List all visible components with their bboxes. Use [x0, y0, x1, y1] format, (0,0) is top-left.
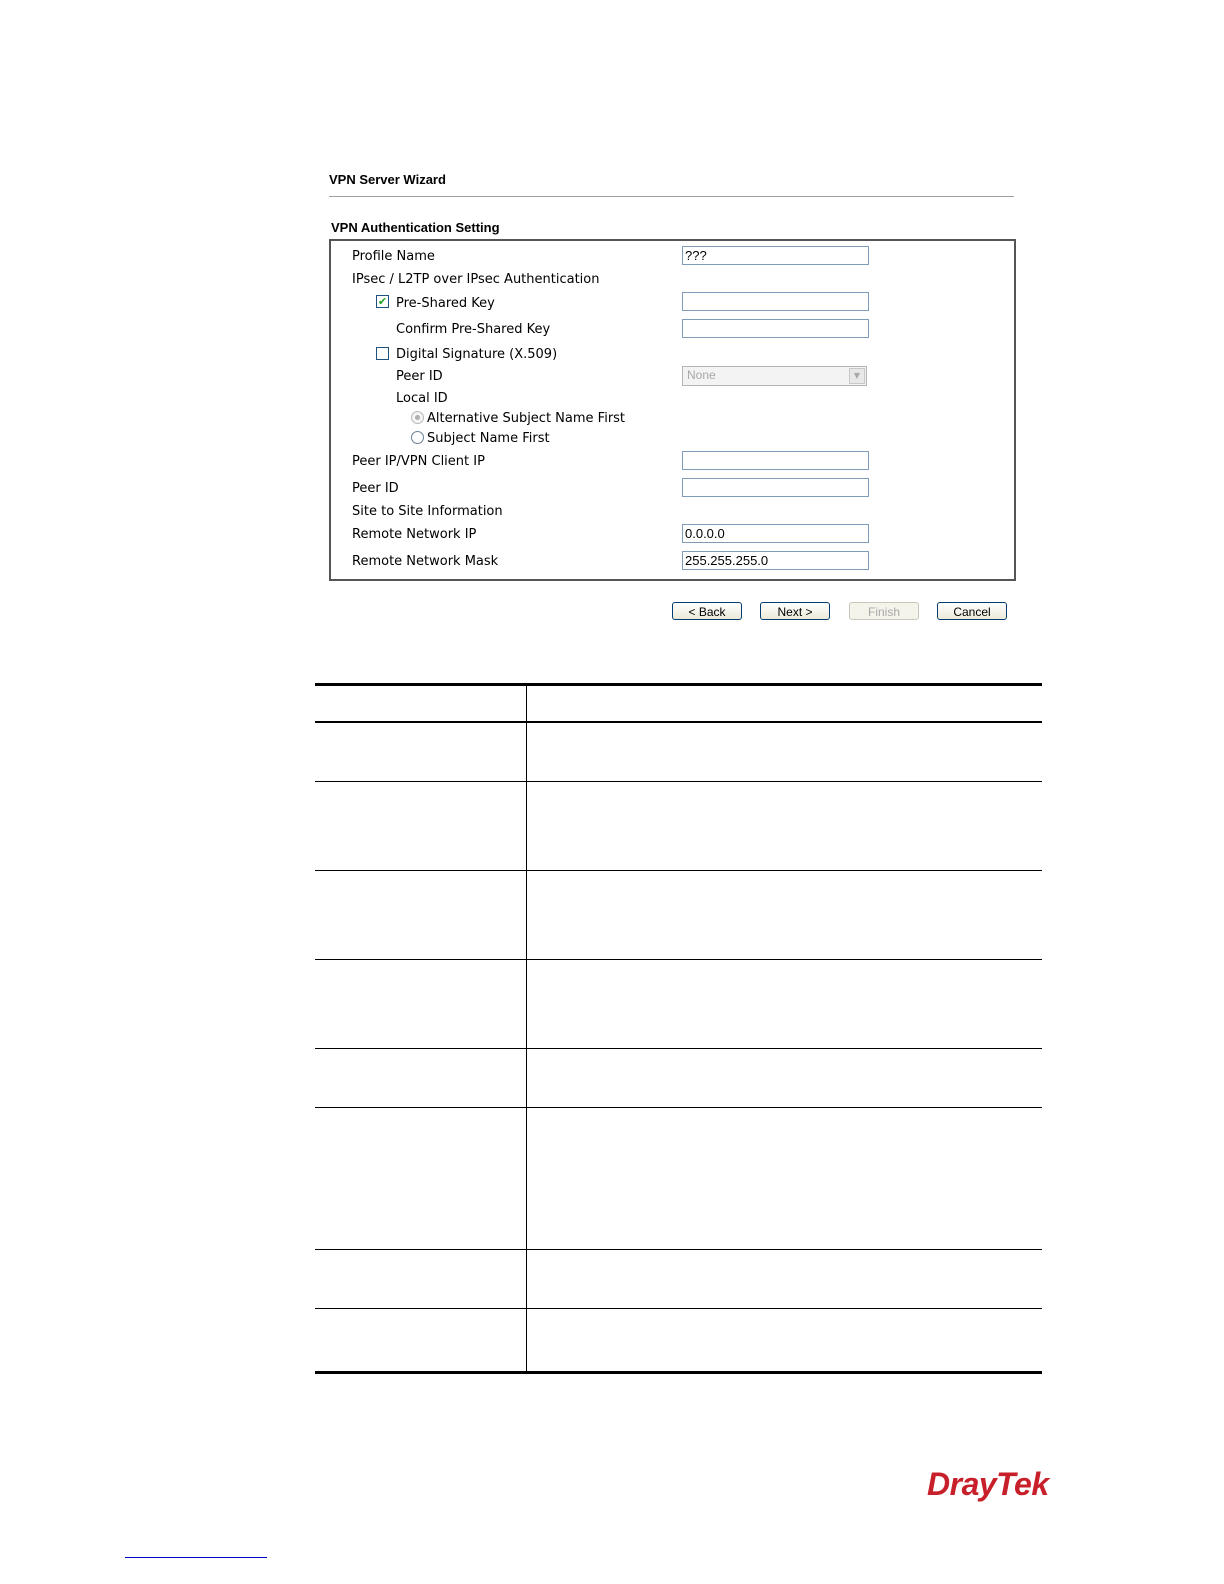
alt-subject-label: Alternative Subject Name First — [427, 411, 626, 426]
radio-dot-icon — [415, 415, 420, 420]
wizard-title: VPN Server Wizard — [329, 172, 446, 187]
table-row-divider — [315, 1308, 1042, 1309]
digital-signature-label: Digital Signature (X.509) — [396, 347, 558, 362]
description-table — [315, 683, 1042, 1374]
pre-shared-key-checkbox[interactable] — [376, 295, 389, 308]
remote-mask-input[interactable]: 255.255.255.0 — [682, 551, 869, 570]
local-id-label: Local ID — [396, 391, 448, 406]
remote-ip-label: Remote Network IP — [352, 527, 477, 542]
peer-id-label: Peer ID — [352, 481, 399, 496]
alt-subject-radio[interactable] — [411, 411, 424, 424]
finish-button: Finish — [849, 602, 919, 620]
site-to-site-label: Site to Site Information — [352, 504, 503, 519]
table-header-divider — [315, 721, 1042, 723]
profile-name-label: Profile Name — [352, 249, 435, 264]
subject-label: Subject Name First — [427, 431, 550, 446]
back-button[interactable]: < Back — [672, 602, 742, 620]
pre-shared-key-input[interactable] — [682, 292, 869, 311]
footer-link-underline[interactable] — [125, 1557, 267, 1558]
peer-id-select-value: None — [687, 368, 716, 382]
peer-ip-input[interactable] — [682, 451, 869, 470]
table-column-divider — [526, 686, 527, 1371]
digital-signature-checkbox[interactable] — [376, 347, 389, 360]
table-row-divider — [315, 1048, 1042, 1049]
peer-id-input[interactable] — [682, 478, 869, 497]
remote-mask-label: Remote Network Mask — [352, 554, 499, 569]
peer-ip-label: Peer IP/VPN Client IP — [352, 454, 485, 469]
profile-name-input[interactable]: ??? — [682, 246, 869, 265]
cancel-button[interactable]: Cancel — [937, 602, 1007, 620]
pre-shared-key-label: Pre-Shared Key — [396, 296, 495, 311]
table-row-divider — [315, 1107, 1042, 1108]
peer-id-select[interactable] — [682, 366, 867, 386]
draytek-logo: DrayTek — [927, 1466, 1049, 1502]
checkmark-icon: ✔ — [377, 295, 388, 308]
table-row-divider — [315, 781, 1042, 782]
remote-ip-input[interactable]: 0.0.0.0 — [682, 524, 869, 543]
title-divider — [329, 196, 1014, 197]
table-row-divider — [315, 1249, 1042, 1250]
table-row-divider — [315, 870, 1042, 871]
table-row-divider — [315, 959, 1042, 960]
ipsec-auth-label: IPsec / L2TP over IPsec Authentication — [352, 272, 600, 287]
subject-radio[interactable] — [411, 431, 424, 444]
next-button[interactable]: Next > — [760, 602, 830, 620]
chevron-down-icon: ▼ — [849, 368, 865, 384]
confirm-psk-label: Confirm Pre-Shared Key — [396, 322, 551, 337]
confirm-psk-input[interactable] — [682, 319, 869, 338]
section-title: VPN Authentication Setting — [331, 220, 500, 235]
peer-id-select-label: Peer ID — [396, 369, 443, 384]
